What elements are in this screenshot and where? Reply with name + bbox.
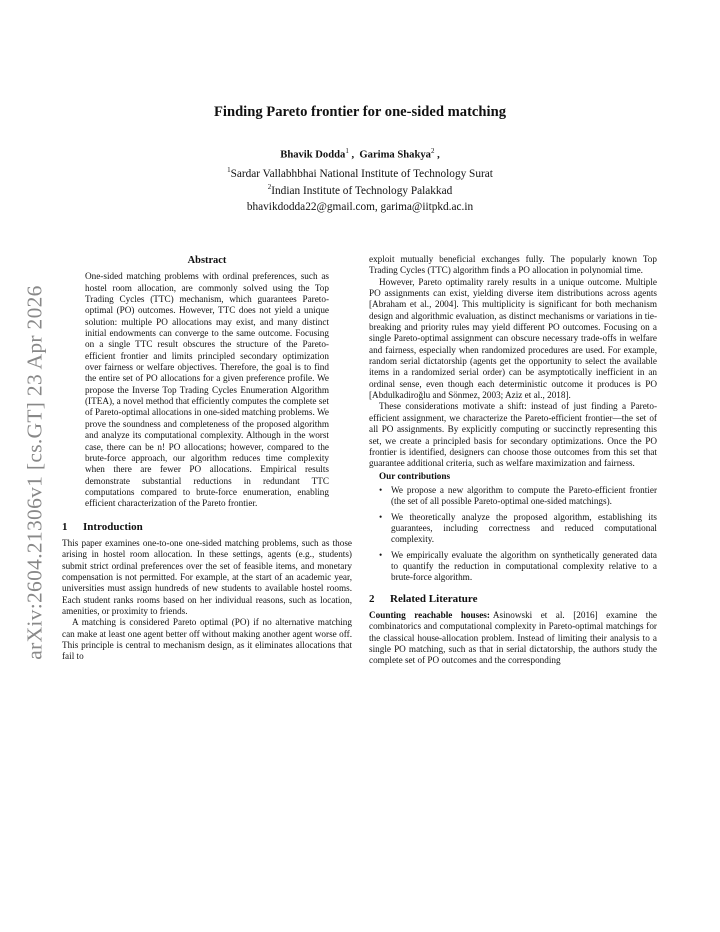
body-paragraph: However, Pareto optimality rarely results in a unique outcome. Multiple PO assignments can exist, yielding diverse item distributions across agents [Abraham et al., 2004]. This multiplicity is significant for both mechanism design and algorithmic evaluation, as distinct mechanisms or variations in tie-breaking and priority rules may yield different PO outcomes. Focusing on a single Pareto-optimal assignment can obscure necessary trade-offs in welfare and fairness, especially when randomized procedures are used. For example, random serial dictatorship (agents get the opportunity to select the available items in a randomized serial order) can be asymptotically inefficient in an ordinal sense, even though each deterministic outcome it produces is PO [Abdulkadiroğlu and Sönmez, 2003; Aziz et al., 2018]. xyxy=(369,276,657,401)
related-paragraph xyxy=(369,610,657,667)
abstract-text: One-sided matching problems with ordinal preferences, such as hostel room allocation, are commonly solved using the Top Trading Cycles (TTC) mechanism, which guarantees Pareto-optimal (PO) outcomes. However, TTC does not yield a unique solution: multiple PO allocations may exist, and many distinct initial endowments can converge to the same outcome. Focusing on a single TTC result obscures the structure of the Pareto-efficient frontier and limits principled secondary optimization over fairness or welfare objectives. Therefore, the goal is to find the entire set of PO allocations for a given preference profile. We propose the Inverse Top Trading Cycles Enumeration Algorithm (ITEA), a novel method that efficiently computes the complete set of Pareto-optimal allocations in one-sided matching problems. We prove the soundness and completeness of the proposed algorithm and analyze its computational complexity. Although in the worst case, there can be n! PO allocations; however, compared to the brute-force approach, our algorithm reduces time complexity when there are fewer PO allocations. Empirical results demonstrate substantial reductions in redundant TTC computations compared to brute-force enumeration, enabling efficient characterization of the Pareto frontier. xyxy=(85,271,329,509)
abstract-heading: Abstract xyxy=(187,255,227,266)
abstract-body xyxy=(85,271,329,509)
author-affil-mark: 1 xyxy=(345,147,349,155)
intro-paragraph: This paper examines one-to-one one-sided matching problems, such as those arising in hostel room allocation. In these settings, agents (e.g., students) submit strict ordinal preferences over the set of feasible items, and monetary compensation is not permitted. For example, at the start of an academic year, universities must assign hundreds of new students to available hostel rooms. Each student ranks rooms based on her individual reasons, such as location, amenities, or proximity to friends. xyxy=(62,537,352,616)
affiliation-text: Sardar Vallabhbhai National Institute of Technology Surat xyxy=(230,167,493,180)
section-number: 2 xyxy=(369,592,375,605)
author-line: Bhavik Dodda$^1$ , Garima Shakya$^2$ , xyxy=(280,147,440,161)
section-title: Related Literature xyxy=(390,592,478,605)
arxiv-identifier xyxy=(20,262,50,682)
contributions-list xyxy=(369,485,657,584)
contributions-heading: Our contributions xyxy=(379,470,451,481)
right-column xyxy=(369,254,657,667)
body-paragraph: These considerations motivate a shift: instead of just finding a Pareto-efficient assignment, we characterize the Pareto-efficient frontier—the set of all PO assignments. By explicitly computing or succinctly representing this set, we create a principled basis for secondary optimizations. Once the PO frontier is identified, designers can choose those outcomes from this set that guarantee additional criteria, such as welfare maximization and fairness. xyxy=(369,401,657,469)
section-title: Introduction xyxy=(83,520,143,533)
affiliation xyxy=(0,166,720,180)
arxiv-identifier-text: arXiv:2604.21306v1 [cs.GT] 23 Apr 2026 xyxy=(22,284,47,660)
intro-paragraph: A matching is considered Pareto optimal (PO) if no alternative matching can make at least one agent better off without making another agent worse off. This principle is central to mechanism design, as it eliminates allocations that fail to xyxy=(62,617,352,662)
contribution-item: • We theoretically analyze the proposed algorithm, establishing its guarantees, including correctness and reduced computational complexity. xyxy=(391,512,657,546)
paper-title: Finding Pareto frontier for one-sided matching xyxy=(213,104,506,120)
body-paragraph: exploit mutually beneficial exchanges fully. The popularly known Top Trading Cycles (TTC) algorithm finds a PO allocation in polynomial time. xyxy=(369,254,657,276)
contribution-item: • We propose a new algorithm to compute the Pareto-efficient frontier (the set of all possible Pareto-optimal one-sided matchings). xyxy=(391,485,657,508)
author-affil-mark: 2 xyxy=(430,147,435,155)
author-emails: bhavikdodda22@gmail.com, garima@iitpkd.ac.in xyxy=(246,201,474,213)
contribution-item: • We empirically evaluate the algorithm on synthetically generated data to quantify the reduction in computational complexity relative to a brute-force algorithm. xyxy=(391,550,657,584)
section-heading-related-literature xyxy=(369,594,657,605)
left-column xyxy=(62,255,352,663)
affiliation xyxy=(0,183,720,197)
section-number: 1 xyxy=(62,520,68,533)
affiliation-mark: 1 xyxy=(227,166,231,174)
runin-heading: Counting reachable houses: xyxy=(369,609,490,620)
affiliation-mark: 2 xyxy=(267,183,272,191)
author-name: Bhavik Dodda xyxy=(280,149,346,161)
section-heading-introduction xyxy=(62,522,352,533)
affiliation-text: Indian Institute of Technology Palakkad xyxy=(271,184,453,197)
related-text: Asinowski et al. [2016] examine the combinatorics and computational complexity in Pareto-optimal matchings for the classical house-allocation problem. Instead of limiting their analysis to a single PO matching, such as that in serial dictatorship, the authors study the complete set of PO outcomes and the corresponding xyxy=(369,609,657,666)
author-name: Garima Shakya xyxy=(359,149,431,161)
